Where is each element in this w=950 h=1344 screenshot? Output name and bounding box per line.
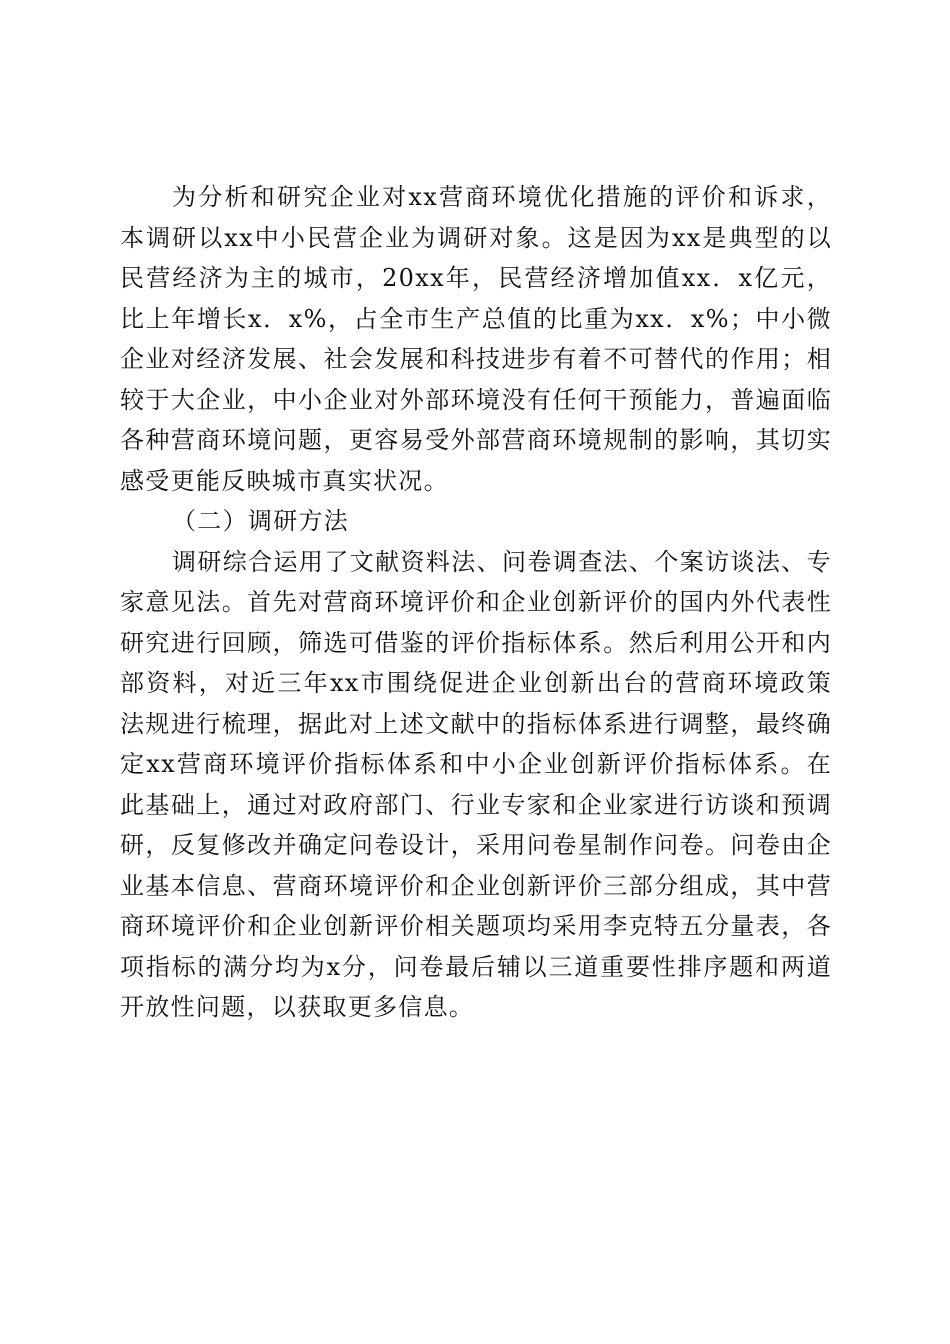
document-page bbox=[120, 177, 832, 1028]
section-heading: （二）调研方法 bbox=[172, 507, 350, 535]
body-paragraph: 调研综合运用了文献资料法、问卷调查法、个案访谈法、专家意见法。首先对营商环境评价和企业创新评价的国内外代表性研究进行回顾，筛选可借鉴的评价指标体系。然后利用公开和内部资料，对近三年xx市围绕促进企业创新出台的营商环境政策法规进行梳理，据此对上述文献中的指标体系进行调整，最终确定xx营商环境评价指标体系和中小企业创新评价指标体系。在此基础上，通过对政府部门、行业专家和企业家进行访谈和预调研，反复修改并确定问卷设计，采用问卷星制作问卷。问卷由企业基本信息、营商环境评价和企业创新评价三部分组成，其中营商环境评价和企业创新评价相关题项均采用李克特五分量表，各项指标的满分均为x分，问卷最后辅以三道重要性排序题和两道开放性问题，以获取更多信息。 bbox=[120, 547, 832, 1021]
body-paragraph: 为分析和研究企业对xx营商环境优化措施的评价和诉求，本调研以xx中小民营企业为调研对象。这是因为xx是典型的以民营经济为主的城市，20xx年，民营经济增加值xx．x亿元，比上年增长x．x%，占全市生产总值的比重为xx．x%；中小微企业对经济发展、社会发展和科技进步有着不可替代的作用；相较于大企业，中小企业对外部环境没有任何干预能力，普遍面临各种营商环境问题，更容易受外部营商环境规制的影响，其切实感受更能反映城市真实状况。 bbox=[120, 183, 832, 495]
